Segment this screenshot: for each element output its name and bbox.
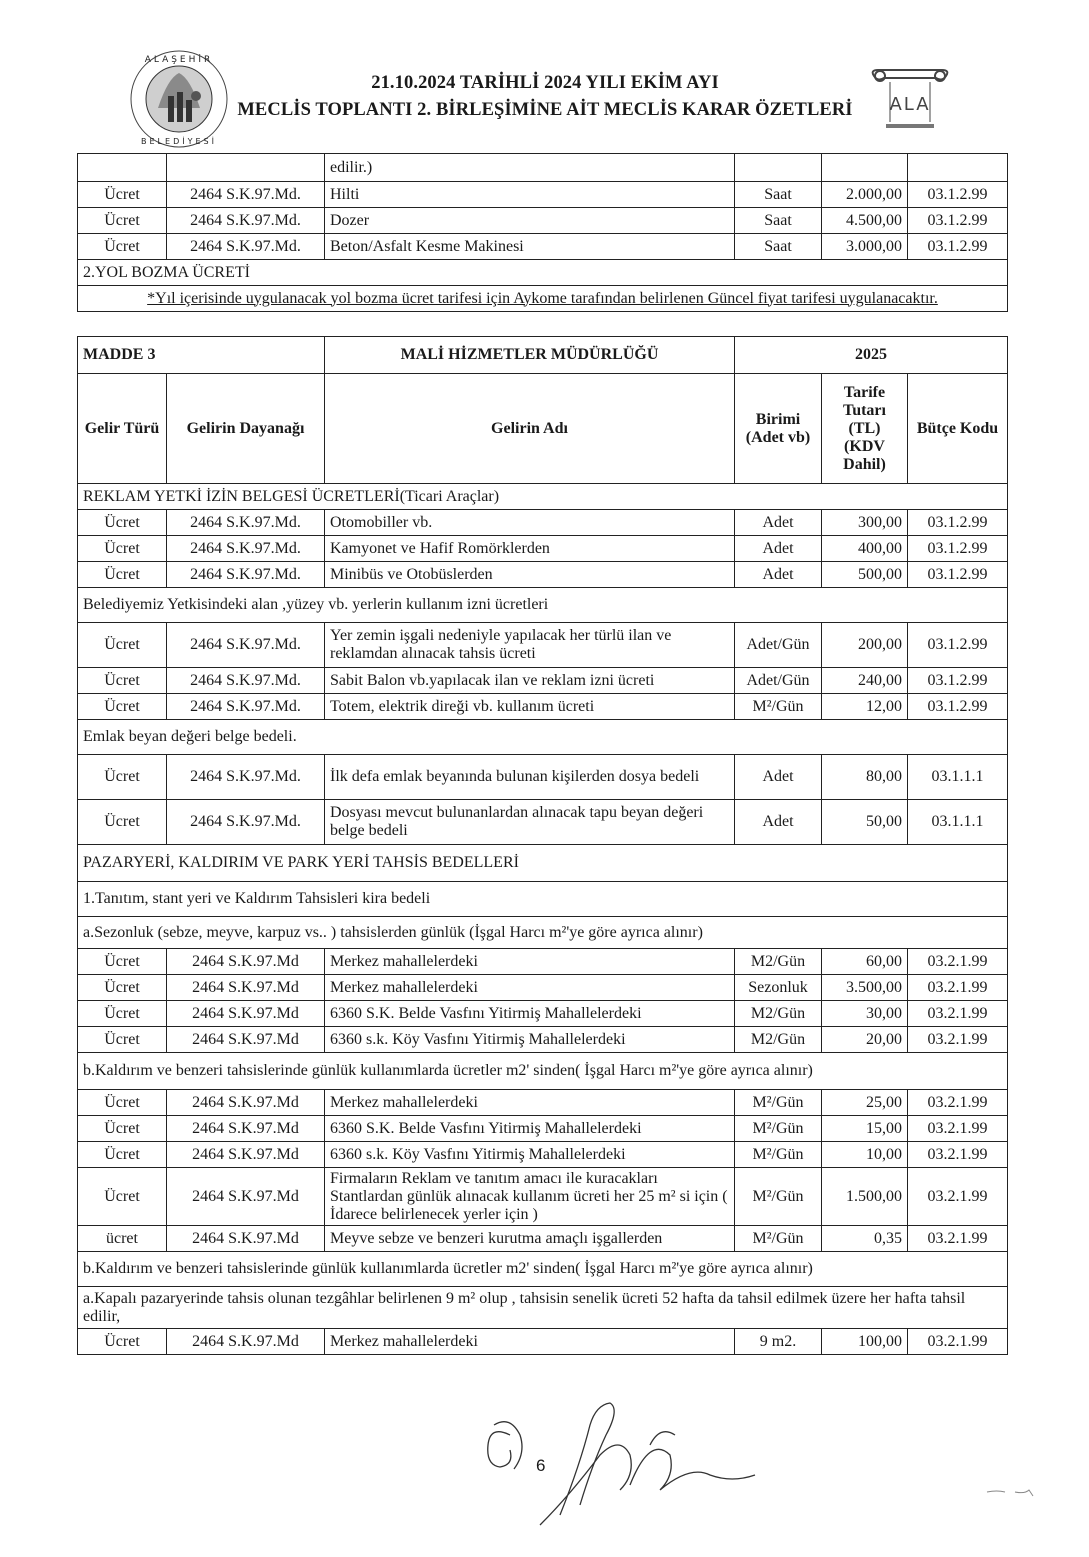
section-row bbox=[78, 588, 1008, 623]
cell-butce-kodu: 03.2.1.99 bbox=[908, 1090, 1008, 1116]
table-row bbox=[78, 154, 1008, 182]
cell-birim: 9 m2. bbox=[735, 1329, 822, 1355]
col-tutar: Tarife Tutarı (TL) (KDV Dahil) bbox=[822, 374, 908, 484]
cell-gelir-adi: 6360 s.k. Köy Vasfını Yitirmiş Mahallelerdeki bbox=[325, 1142, 735, 1168]
section-heading: 1.Tanıtım, stant yeri ve Kaldırım Tahsisleri kira bedeli bbox=[78, 882, 1008, 917]
cell-butce-kodu: 03.2.1.99 bbox=[908, 1116, 1008, 1142]
svg-text:BELEDİYESİ: BELEDİYESİ bbox=[141, 137, 217, 146]
col-gelir-adi: Gelirin Adı bbox=[325, 374, 735, 484]
cell-butce-kodu: 03.2.1.99 bbox=[908, 1168, 1008, 1226]
mudurluk-label: MALİ HİZMETLER MÜDÜRLÜĞÜ bbox=[325, 337, 735, 374]
title-line-1: 21.10.2024 TARİHLİ 2024 YILI EKİM AYI bbox=[371, 73, 719, 93]
table-row bbox=[78, 1142, 1008, 1168]
cell-butce-kodu: 03.1.2.99 bbox=[908, 182, 1008, 208]
cell-dayanak: 2464 S.K.97.Md. bbox=[167, 536, 325, 562]
madde-label: MADDE 3 bbox=[78, 337, 325, 374]
cell-tutar: 300,00 bbox=[822, 510, 908, 536]
cell-birim: M²/Gün bbox=[735, 1226, 822, 1252]
cell-dayanak: 2464 S.K.97.Md bbox=[167, 1027, 325, 1053]
cell-dayanak: 2464 S.K.97.Md. bbox=[167, 694, 325, 720]
table-row bbox=[78, 1329, 1008, 1355]
cell-gelir-turu: Ücret bbox=[78, 623, 167, 668]
cell-gelir-adi: Sabit Balon vb.yapılacak ilan ve reklam izni ücreti bbox=[325, 668, 735, 694]
cell-butce-kodu: 03.2.1.99 bbox=[908, 975, 1008, 1001]
cell-butce-kodu: 03.1.2.99 bbox=[908, 234, 1008, 260]
cell-gelir-adi: Totem, elektrik direği vb. kullanım ücreti bbox=[325, 694, 735, 720]
cell-tutar: 100,00 bbox=[822, 1329, 908, 1355]
cell-gelir-adi: Merkez mahallelerdeki bbox=[325, 1090, 735, 1116]
cell-gelir-adi: Dozer bbox=[325, 208, 735, 234]
cell-butce-kodu: 03.1.2.99 bbox=[908, 562, 1008, 588]
cell-birim: M2/Gün bbox=[735, 949, 822, 975]
section-heading: Emlak beyan değeri belge bedeli. bbox=[78, 720, 1008, 755]
table-row bbox=[78, 1090, 1008, 1116]
cell-gelir-adi: Merkez mahallelerdeki bbox=[325, 975, 735, 1001]
cell-gelir-turu: Ücret bbox=[78, 510, 167, 536]
section-heading: a.Sezonluk (sebze, meyve, karpuz vs.. ) tahsislerden günlük (İşgal Harcı m²'ye göre ayrıca alınır) bbox=[78, 917, 1008, 949]
madde-header-row bbox=[78, 337, 1008, 374]
cell-birim: Saat bbox=[735, 208, 822, 234]
cell-birim: Adet bbox=[735, 562, 822, 588]
cell-butce-kodu: 03.2.1.99 bbox=[908, 949, 1008, 975]
cell-gelir-adi: Hilti bbox=[325, 182, 735, 208]
cell-gelir-adi: Yer zemin işgali nedeniyle yapılacak her türlü ilan ve reklamdan alınacak tahsis ücreti bbox=[325, 623, 735, 668]
cell-butce-kodu: 03.2.1.99 bbox=[908, 1142, 1008, 1168]
cell-dayanak: 2464 S.K.97.Md. bbox=[167, 668, 325, 694]
cell-dayanak: 2464 S.K.97.Md. bbox=[167, 562, 325, 588]
cell-butce-kodu: 03.1.2.99 bbox=[908, 510, 1008, 536]
section-row bbox=[78, 1287, 1008, 1329]
cell-birim: M2/Gün bbox=[735, 1001, 822, 1027]
cell-gelir-adi: İlk defa emlak beyanında bulunan kişilerden dosya bedeli bbox=[325, 755, 735, 800]
table-row bbox=[78, 668, 1008, 694]
table-row bbox=[78, 182, 1008, 208]
note-row bbox=[78, 286, 1008, 312]
cell-gelir-turu bbox=[78, 154, 167, 182]
cell-gelir-adi: 6360 S.K. Belde Vasfını Yitirmiş Mahallelerdeki bbox=[325, 1116, 735, 1142]
cell-dayanak: 2464 S.K.97.Md bbox=[167, 1226, 325, 1252]
cell-gelir-turu: Ücret bbox=[78, 949, 167, 975]
cell-dayanak: 2464 S.K.97.Md. bbox=[167, 800, 325, 845]
cell-gelir-adi: Merkez mahallelerdeki bbox=[325, 1329, 735, 1355]
cell-gelir-turu: Ücret bbox=[78, 234, 167, 260]
col-birim: Birimi (Adet vb) bbox=[735, 374, 822, 484]
cell-tutar: 80,00 bbox=[822, 755, 908, 800]
cell-birim: M²/Gün bbox=[735, 1116, 822, 1142]
cell-gelir-turu: Ücret bbox=[78, 1168, 167, 1226]
cell-tutar: 25,00 bbox=[822, 1090, 908, 1116]
cell-birim: Adet bbox=[735, 510, 822, 536]
cell-birim: M²/Gün bbox=[735, 694, 822, 720]
section-heading: PAZARYERİ, KALDIRIM VE PARK YERİ TAHSİS BEDELLERİ bbox=[78, 845, 1008, 882]
cell-dayanak: 2464 S.K.97.Md bbox=[167, 975, 325, 1001]
cell-birim: M²/Gün bbox=[735, 1142, 822, 1168]
cell-gelir-turu: Ücret bbox=[78, 182, 167, 208]
cell-dayanak: 2464 S.K.97.Md bbox=[167, 1142, 325, 1168]
cell-tutar: 4.500,00 bbox=[822, 208, 908, 234]
cell-tutar: 240,00 bbox=[822, 668, 908, 694]
cell-gelir-adi: Minibüs ve Otobüslerden bbox=[325, 562, 735, 588]
cell-gelir-adi: 6360 s.k. Köy Vasfını Yitirmiş Mahallelerdeki bbox=[325, 1027, 735, 1053]
page-number: 6 bbox=[536, 1456, 546, 1475]
section-row bbox=[78, 720, 1008, 755]
cell-dayanak: 2464 S.K.97.Md bbox=[167, 1090, 325, 1116]
cell-tutar: 0,35 bbox=[822, 1226, 908, 1252]
title-line-2: MECLİS TOPLANTI 2. BİRLEŞİMİNE AİT MECLİS KARAR ÖZETLERİ bbox=[237, 100, 853, 120]
cell-tutar: 15,00 bbox=[822, 1116, 908, 1142]
cell-dayanak: 2464 S.K.97.Md. bbox=[167, 182, 325, 208]
cell-birim bbox=[735, 154, 822, 182]
table-row bbox=[78, 755, 1008, 800]
cell-butce-kodu: 03.1.2.99 bbox=[908, 623, 1008, 668]
margin-scribble bbox=[985, 1482, 1045, 1502]
cell-dayanak: 2464 S.K.97.Md. bbox=[167, 510, 325, 536]
cell-gelir-turu: Ücret bbox=[78, 1116, 167, 1142]
cell-gelir-turu: Ücret bbox=[78, 755, 167, 800]
table-row bbox=[78, 623, 1008, 668]
cell-dayanak: 2464 S.K.97.Md bbox=[167, 1116, 325, 1142]
cell-tutar: 30,00 bbox=[822, 1001, 908, 1027]
group-kapali-pazar bbox=[78, 1329, 1008, 1355]
group-kaldirim bbox=[78, 1090, 1008, 1252]
group-emlak bbox=[78, 755, 1008, 845]
section-row bbox=[78, 260, 1008, 286]
signature bbox=[470, 1395, 770, 1535]
cell-gelir-turu: Ücret bbox=[78, 1142, 167, 1168]
cell-tutar: 60,00 bbox=[822, 949, 908, 975]
cell-gelir-turu: Ücret bbox=[78, 800, 167, 845]
table-row bbox=[78, 1116, 1008, 1142]
section-row bbox=[78, 1252, 1008, 1287]
cell-dayanak: 2464 S.K.97.Md bbox=[167, 1001, 325, 1027]
mali-hizmetler-table bbox=[77, 336, 1008, 1355]
cell-butce-kodu: 03.1.1.1 bbox=[908, 755, 1008, 800]
svg-text:ALAŞEHİR: ALAŞEHİR bbox=[144, 55, 214, 65]
cell-butce-kodu: 03.1.2.99 bbox=[908, 694, 1008, 720]
table-row bbox=[78, 1226, 1008, 1252]
cell-butce-kodu: 03.2.1.99 bbox=[908, 1027, 1008, 1053]
column-header-row bbox=[78, 374, 1008, 484]
cell-gelir-turu: Ücret bbox=[78, 562, 167, 588]
section-heading: 2.YOL BOZMA ÜCRETİ bbox=[78, 260, 1008, 286]
cell-dayanak: 2464 S.K.97.Md bbox=[167, 1168, 325, 1226]
table-row bbox=[78, 949, 1008, 975]
cell-gelir-adi: Meyve sebze ve benzeri kurutma amaçlı işgallerden bbox=[325, 1226, 735, 1252]
section-row bbox=[78, 484, 1008, 510]
table-row bbox=[78, 694, 1008, 720]
cell-tutar: 500,00 bbox=[822, 562, 908, 588]
cell-gelir-turu: Ücret bbox=[78, 1001, 167, 1027]
cell-butce-kodu: 03.2.1.99 bbox=[908, 1226, 1008, 1252]
cell-gelir-adi: edilir.) bbox=[325, 154, 735, 182]
cell-tutar: 20,00 bbox=[822, 1027, 908, 1053]
cell-dayanak: 2464 S.K.97.Md. bbox=[167, 234, 325, 260]
cell-butce-kodu bbox=[908, 154, 1008, 182]
cell-gelir-turu: Ücret bbox=[78, 1027, 167, 1053]
cell-tutar: 2.000,00 bbox=[822, 182, 908, 208]
cell-tutar: 400,00 bbox=[822, 536, 908, 562]
cell-butce-kodu: 03.1.2.99 bbox=[908, 668, 1008, 694]
cell-birim: M2/Gün bbox=[735, 1027, 822, 1053]
table-row bbox=[78, 562, 1008, 588]
cell-birim: Adet bbox=[735, 536, 822, 562]
group-reklam bbox=[78, 510, 1008, 588]
cell-birim: Saat bbox=[735, 234, 822, 260]
section-heading: b.Kaldırım ve benzeri tahsislerinde günlük kullanımlarda ücretler m2' sinden( İşgal Harcı m²'ye göre ayrıca alınır) bbox=[78, 1252, 1008, 1287]
cell-gelir-adi: Merkez mahallelerdeki bbox=[325, 949, 735, 975]
table-row bbox=[78, 510, 1008, 536]
cell-dayanak: 2464 S.K.97.Md bbox=[167, 949, 325, 975]
table-row bbox=[78, 800, 1008, 845]
table-row bbox=[78, 1001, 1008, 1027]
table-row bbox=[78, 1027, 1008, 1053]
cell-gelir-turu: Ücret bbox=[78, 208, 167, 234]
cell-tutar: 3.000,00 bbox=[822, 234, 908, 260]
cell-butce-kodu: 03.2.1.99 bbox=[908, 1001, 1008, 1027]
cell-gelir-turu: Ücret bbox=[78, 1090, 167, 1116]
cell-birim: M²/Gün bbox=[735, 1090, 822, 1116]
document-title bbox=[210, 70, 880, 124]
cell-dayanak: 2464 S.K.97.Md bbox=[167, 1329, 325, 1355]
cell-birim: M²/Gün bbox=[735, 1168, 822, 1226]
table-row bbox=[78, 536, 1008, 562]
section-row bbox=[78, 845, 1008, 882]
cell-gelir-adi: Dosyası mevcut bulunanlardan alınacak tapu beyan değeri belge bedeli bbox=[325, 800, 735, 845]
table-row bbox=[78, 208, 1008, 234]
cell-dayanak bbox=[167, 154, 325, 182]
cell-butce-kodu: 03.1.1.1 bbox=[908, 800, 1008, 845]
section-heading: REKLAM YETKİ İZİN BELGESİ ÜCRETLERİ(Ticari Araçlar) bbox=[78, 484, 1008, 510]
section-row bbox=[78, 917, 1008, 949]
cell-gelir-turu: Ücret bbox=[78, 1329, 167, 1355]
cell-tutar: 200,00 bbox=[822, 623, 908, 668]
table-row bbox=[78, 234, 1008, 260]
group-sezonluk bbox=[78, 949, 1008, 1053]
cell-butce-kodu: 03.2.1.99 bbox=[908, 1329, 1008, 1355]
cell-birim: Adet bbox=[735, 800, 822, 845]
cell-tutar: 12,00 bbox=[822, 694, 908, 720]
year-label: 2025 bbox=[735, 337, 1008, 374]
ala-logo bbox=[868, 66, 952, 132]
section-heading: Belediyemiz Yetkisindeki alan ,yüzey vb. yerlerin kullanım izni ücretleri bbox=[78, 588, 1008, 623]
cell-gelir-turu: Ücret bbox=[78, 536, 167, 562]
cell-gelir-adi: Firmaların Reklam ve tanıtım amacı ile kuracakları Stantlardan günlük alınacak kullanım ücreti her 25 m² si için ( İdarece belirlenecek yerler için ) bbox=[325, 1168, 735, 1226]
cell-birim: Adet/Gün bbox=[735, 668, 822, 694]
cell-dayanak: 2464 S.K.97.Md. bbox=[167, 623, 325, 668]
cell-birim: Saat bbox=[735, 182, 822, 208]
cell-gelir-turu: Ücret bbox=[78, 668, 167, 694]
cell-butce-kodu: 03.1.2.99 bbox=[908, 208, 1008, 234]
cell-butce-kodu: 03.1.2.99 bbox=[908, 536, 1008, 562]
cell-birim: Sezonluk bbox=[735, 975, 822, 1001]
svg-text:ALA: ALA bbox=[889, 94, 931, 115]
cell-gelir-turu: Ücret bbox=[78, 694, 167, 720]
col-dayanak: Gelirin Dayanağı bbox=[167, 374, 325, 484]
cell-tutar bbox=[822, 154, 908, 182]
cell-tutar: 3.500,00 bbox=[822, 975, 908, 1001]
cell-dayanak: 2464 S.K.97.Md. bbox=[167, 208, 325, 234]
cell-gelir-turu: Ücret bbox=[78, 975, 167, 1001]
cell-dayanak: 2464 S.K.97.Md. bbox=[167, 755, 325, 800]
cell-gelir-adi: Kamyonet ve Hafif Romörklerden bbox=[325, 536, 735, 562]
continuation-table bbox=[77, 153, 1008, 312]
group-kullanim bbox=[78, 623, 1008, 720]
cell-tutar: 1.500,00 bbox=[822, 1168, 908, 1226]
table-row bbox=[78, 975, 1008, 1001]
cell-gelir-adi: 6360 S.K. Belde Vasfını Yitirmiş Mahallelerdeki bbox=[325, 1001, 735, 1027]
table-row bbox=[78, 1168, 1008, 1226]
section-row bbox=[78, 882, 1008, 917]
col-gelir-turu: Gelir Türü bbox=[78, 374, 167, 484]
col-butce-kodu: Bütçe Kodu bbox=[908, 374, 1008, 484]
section-row bbox=[78, 1053, 1008, 1090]
cell-gelir-turu: ücret bbox=[78, 1226, 167, 1252]
cell-birim: Adet/Gün bbox=[735, 623, 822, 668]
cell-gelir-adi: Beton/Asfalt Kesme Makinesi bbox=[325, 234, 735, 260]
cell-gelir-adi: Otomobiller vb. bbox=[325, 510, 735, 536]
cell-birim: Adet bbox=[735, 755, 822, 800]
note-text: *Yıl içerisinde uygulanacak yol bozma ücret tarifesi için Aykome tarafından belirlenen Güncel fiyat tarifesi uygulanacaktır. bbox=[78, 286, 1008, 312]
section-heading: a.Kapalı pazaryerinde tahsis olunan tezgâhlar belirlenen 9 m² olup , tahsisin senelik ücreti 52 hafta da tahsil edilmek üzere her hafta tahsil edilir, bbox=[78, 1287, 1008, 1329]
section-heading: b.Kaldırım ve benzeri tahsislerinde günlük kullanımlarda ücretler m2' sinden( İşgal Harcı m²'ye göre ayrıca alınır) bbox=[78, 1053, 1008, 1090]
cell-tutar: 10,00 bbox=[822, 1142, 908, 1168]
cell-tutar: 50,00 bbox=[822, 800, 908, 845]
